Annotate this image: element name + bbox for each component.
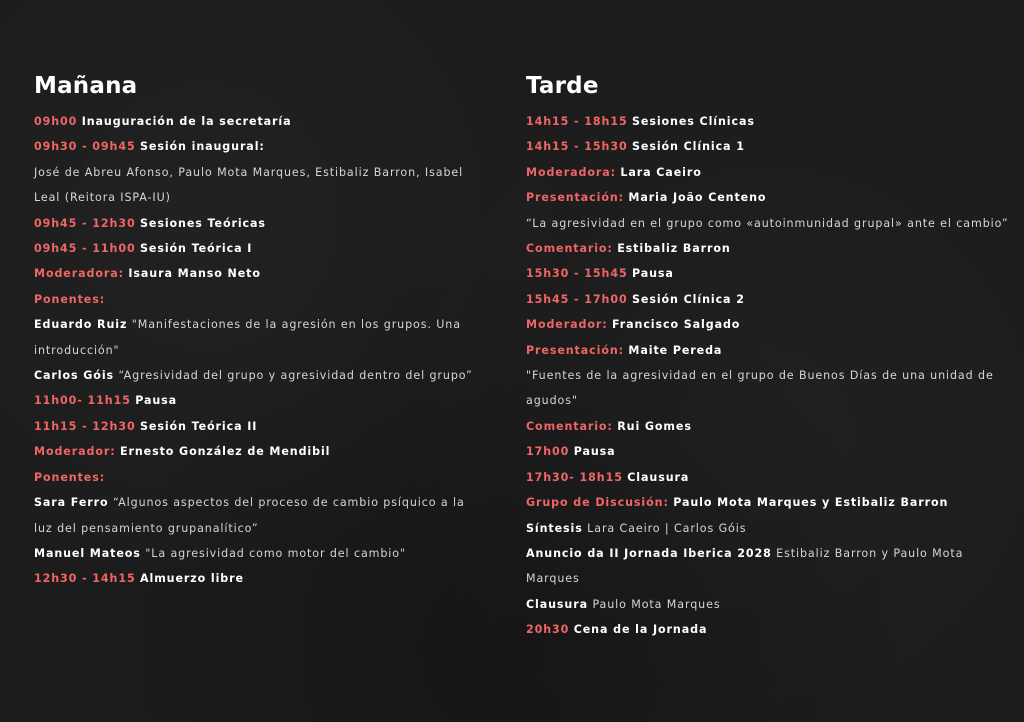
schedule-title: Almuerzo libre <box>140 572 244 586</box>
schedule-line <box>34 236 474 261</box>
morning-heading: Mañana <box>34 73 138 99</box>
schedule-time: 14h15 - 15h30 <box>526 140 628 154</box>
schedule-line <box>526 236 1012 261</box>
schedule-line <box>526 439 1012 464</box>
schedule-time: 09h45 - 12h30 <box>34 216 136 230</box>
schedule-title: Sesiones Clínicas <box>632 115 755 128</box>
schedule-person: Isaura Manso Neto <box>128 267 261 281</box>
schedule-line <box>526 490 1012 515</box>
schedule-time: 15h45 - 17h00 <box>526 292 628 306</box>
speaker-name: Eduardo Ruiz <box>34 318 128 332</box>
schedule-line <box>34 541 474 566</box>
schedule-line <box>526 617 1012 642</box>
talk-title: “Algunos aspectos del proceso de cambio psíquico a la luz del pensamiento grupanalítico” <box>34 496 465 535</box>
schedule-title: Sesión Teórica II <box>140 419 258 433</box>
morning-column <box>34 68 474 592</box>
speaker-name: Carlos Góis <box>34 369 115 383</box>
schedule-line <box>526 160 1012 185</box>
schedule-role-label: Moderador: <box>34 445 116 459</box>
schedule-line <box>34 363 474 388</box>
schedule-time: 11h00- 11h15 <box>34 394 131 408</box>
schedule-title: Sesión inaugural: <box>140 140 265 154</box>
schedule-title: Cena de la Jornada <box>573 623 708 637</box>
schedule-description: José de Abreu Afonso, Paulo Mota Marques, Estibaliz Barron, Isabel Leal (Reitora ISPA-IU) <box>34 165 464 205</box>
schedule-line <box>526 541 1012 592</box>
schedule-person: Maria João Centeno <box>628 191 767 205</box>
schedule-role-label: Moderadora: <box>34 267 124 281</box>
schedule-item-name: Anuncio da II Jornada Iberica 2028 <box>526 546 772 560</box>
schedule-line <box>526 338 1012 363</box>
schedule-role-label: Ponentes: <box>34 292 106 306</box>
schedule-title: Sesión Clínica 1 <box>632 140 745 154</box>
talk-title: "Manifestaciones de la agresión en los grupos. Una introducción" <box>34 318 461 357</box>
schedule-title: Inauguración de la secretaría <box>81 115 292 128</box>
talk-title: “La agresividad en el grupo como «autoinmunidad grupal» ante el cambio” <box>526 216 1009 230</box>
schedule-time: 09h45 - 11h00 <box>34 242 136 256</box>
schedule-time: 17h30- 18h15 <box>526 470 623 484</box>
schedule-line <box>526 185 1012 210</box>
schedule-time: 14h15 - 18h15 <box>526 115 628 128</box>
schedule-line <box>34 211 474 236</box>
schedule-line <box>526 465 1012 490</box>
schedule-line <box>526 516 1012 541</box>
schedule-person: Estibaliz Barron <box>617 242 731 256</box>
schedule-line <box>34 566 474 591</box>
schedule-description: Paulo Mota Marques <box>592 597 721 611</box>
schedule-title: Pausa <box>573 445 616 459</box>
schedule-time: 11h15 - 12h30 <box>34 419 136 433</box>
schedule-role-label: Presentación: <box>526 191 624 205</box>
schedule-person: Lara Caeiro <box>620 165 702 179</box>
schedule-line <box>34 439 474 464</box>
schedule-line <box>34 312 474 363</box>
schedule-person: Francisco Salgado <box>612 318 741 332</box>
schedule-line <box>34 109 474 134</box>
schedule-description: Estibaliz Barron y Paulo Mota Marques <box>526 546 964 586</box>
schedule-line <box>34 414 474 439</box>
schedule-title: Sesión Teórica I <box>140 242 253 256</box>
schedule-role-label: Ponentes: <box>34 470 106 484</box>
schedule-role-label: Comentario: <box>526 419 613 433</box>
talk-title: "La agresividad como motor del cambio" <box>145 546 406 560</box>
schedule-line <box>34 160 474 211</box>
schedule-time: 15h30 - 15h45 <box>526 267 628 281</box>
schedule-time: 09h30 - 09h45 <box>34 140 136 154</box>
schedule-line <box>34 261 474 286</box>
schedule-item-name: Síntesis <box>526 521 583 535</box>
schedule-time: 20h30 <box>526 623 570 637</box>
schedule-line <box>34 490 474 541</box>
talk-title: “Agresividad del grupo y agresividad dentro del grupo” <box>118 369 473 383</box>
schedule-person: Maite Pereda <box>628 343 723 357</box>
schedule-line <box>526 261 1012 286</box>
schedule-time: 17h00 <box>526 445 570 459</box>
schedule-line <box>34 465 474 490</box>
schedule-title: Clausura <box>627 470 690 484</box>
afternoon-column <box>526 68 1012 643</box>
schedule-title: Pausa <box>632 267 674 281</box>
schedule-title: Sesión Clínica 2 <box>632 292 745 306</box>
schedule-person: Rui Gomes <box>617 419 692 433</box>
schedule-line <box>526 109 1012 134</box>
schedule-role-label: Moderador: <box>526 318 608 332</box>
schedule-line <box>526 363 1012 414</box>
schedule-role-label: Comentario: <box>526 242 613 256</box>
schedule-person: Ernesto González de Mendibil <box>120 445 331 459</box>
schedule-line <box>34 134 474 159</box>
schedule-person: Paulo Mota Marques y Estibaliz Barron <box>673 496 949 510</box>
schedule-line <box>526 592 1012 617</box>
speaker-name: Sara Ferro <box>34 496 109 510</box>
schedule-line <box>526 312 1012 337</box>
schedule-line <box>526 211 1012 236</box>
schedule-role-label: Presentación: <box>526 343 624 357</box>
schedule-role-label: Moderadora: <box>526 165 616 179</box>
schedule-title: Pausa <box>135 394 178 408</box>
schedule-time: 09h00 <box>34 115 78 128</box>
speaker-name: Manuel Mateos <box>34 546 141 560</box>
schedule-line <box>526 414 1012 439</box>
talk-title: "Fuentes de la agresividad en el grupo de Buenos Días de una unidad de agudos" <box>526 369 994 408</box>
schedule-description: Lara Caeiro | Carlos Góis <box>587 521 747 535</box>
schedule-role-label: Grupo de Discusión: <box>526 496 669 510</box>
schedule-line <box>34 388 474 413</box>
schedule-item-name: Clausura <box>526 597 588 611</box>
schedule-line <box>34 287 474 312</box>
schedule-title: Sesiones Teóricas <box>140 216 266 230</box>
schedule-time: 12h30 - 14h15 <box>34 572 136 586</box>
schedule-line <box>526 134 1012 159</box>
afternoon-heading: Tarde <box>526 73 599 99</box>
schedule-line <box>526 287 1012 312</box>
